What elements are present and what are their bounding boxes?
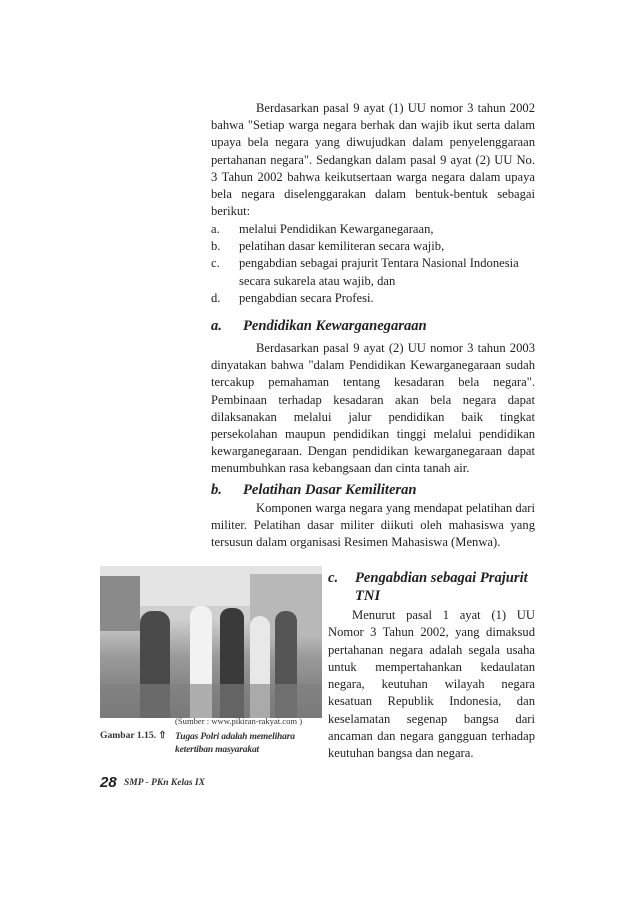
list-item: a. melalui Pendidikan Kewarganegaraan,: [211, 222, 434, 236]
figure-source: (Sumber : www.pikiran-rakyat.com ): [175, 716, 303, 726]
figure-label: Gambar 1.15. ⇧: [100, 730, 167, 741]
list-item: b. pelatihan dasar kemiliteran secara wajib,: [211, 239, 445, 254]
section-a-paragraph: Berdasarkan pasal 9 ayat (2) UU nomor 3 tahun 2003 dinyatakan bahwa "dalam Pendidikan Kewarganegaraan sudah tercakup pemahaman tentang kesadaran bela negara". Pembinaan terhadap kesadaran akan bela negara dapat dilaksanakan melalui jalur pendidikan baik tingkat persekolahan maupun pendidikan tinggi melalui pendidikan kewarganegaraan. Dengan pendidikan kewarganegaraan dapat menumbuhkan rasa kebangsaan dan cinta tanah air.: [211, 341, 535, 476]
section-c-heading: c. Pengabdian sebagai Prajurit TNI: [328, 570, 528, 604]
section-b-paragraph: Komponen warga negara yang mendapat pelatihan dari militer. Pelatihan dasar militer diikuti oleh mahasiswa yang tersusun dalam organisasi Resimen Mahasiswa (Menwa).: [211, 501, 535, 550]
intro-list: [211, 221, 535, 307]
figure-caption: Tugas Polri adalah memelihara ketertiban masyarakat: [175, 731, 295, 755]
list-item: c. pengabdian sebagai prajurit Tentara Nasional Indonesia secara sukarela atau wajib, dan: [211, 256, 519, 288]
figure-photo: [100, 566, 322, 718]
list-item: d. pengabdian secara Profesi.: [211, 290, 374, 305]
page-number: 28: [100, 774, 117, 791]
section-c-paragraph: Menurut pasal 1 ayat (1) UU Nomor 3 Tahun 2002, yang dimaksud pertahanan negara adalah segala usaha untuk mempertahankan kedaulatan negara, keutuhan wilayah negara kesatuan Republik Indonesia, dan keselamatan segenap bangsa dari ancaman dan negara gangguan terhadap keutuhan bangsa dan negara.: [328, 608, 535, 761]
book-title: SMP - PKn Kelas IX: [124, 778, 205, 788]
section-a-heading: a. Pendidikan Kewarganegaraan: [211, 318, 427, 334]
section-b-heading: b. Pelatihan Dasar Kemiliteran: [211, 482, 417, 498]
intro-paragraph: Berdasarkan pasal 9 ayat (1) UU nomor 3 tahun 2002 bahwa "Setiap warga negara berhak dan wajib ikut serta dalam upaya bela negara yang diwujudkan dalam penyelenggaraan pertahanan negara". Sedangkan dalam pasal 9 ayat (2) UU No. 3 Tahun 2002 bahwa keikutsertaan warga negara dalam upaya bela negara diselenggarakan dalam bentuk-bentuk sebagai berikut:: [211, 101, 535, 219]
